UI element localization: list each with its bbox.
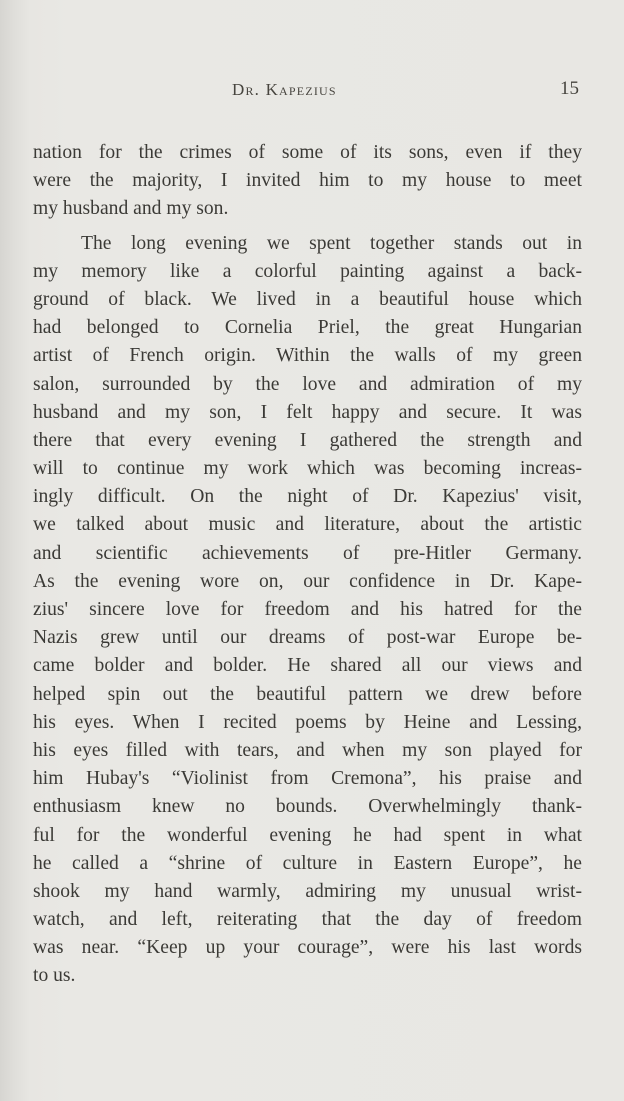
text-line: salon, surrounded by the love and admiration of my [33, 373, 582, 395]
text-line: helped spin out the beautiful pattern we drew before [33, 683, 582, 705]
text-line: my memory like a colorful painting against a back- [33, 260, 582, 282]
paragraph-1 [33, 139, 582, 224]
text-line: was near. “Keep up your courage”, were his last words [33, 937, 582, 959]
text-line: his eyes. When I recited poems by Heine and Lessing, [33, 711, 582, 733]
running-head [0, 78, 624, 102]
body-text [33, 139, 582, 991]
text-line: him Hubay's “Violinist from Cremona”, his praise and [33, 768, 582, 790]
text-line: ful for the wonderful evening he had spent in what [33, 824, 582, 846]
text-line: his eyes filled with tears, and when my son played for [33, 739, 582, 761]
text-line: and scientific achievements of pre-Hitler Germany. [33, 542, 582, 564]
text-line: As the evening wore on, our confidence in Dr. Kape- [33, 570, 582, 592]
text-line: nation for the crimes of some of its sons, even if they [33, 142, 582, 163]
text-line: shook my hand warmly, admiring my unusual wrist- [33, 880, 582, 902]
text-line: zius' sincere love for freedom and his hatred for the [33, 599, 582, 620]
running-head-title: Dr. Kapezius [232, 80, 337, 99]
page-number: 15 [560, 78, 579, 99]
text-line: The long evening we spent together stands out in [81, 232, 582, 254]
text-line: he called a “shrine of culture in Eastern Europe”, he [33, 852, 582, 874]
text-line: we talked about music and literature, about the artistic [33, 514, 582, 536]
text-line: had belonged to Cornelia Priel, the great Hungarian [33, 317, 582, 339]
paragraph-2 [33, 230, 582, 991]
text-line: came bolder and bolder. He shared all our views and [33, 655, 582, 677]
text-line: there that every evening I gathered the strength and [33, 429, 582, 451]
text-line: ground of black. We lived in a beautiful house which [33, 288, 582, 310]
text-line: watch, and left, reiterating that the day of freedom [33, 909, 582, 931]
text-line: my husband and my son. [33, 198, 229, 220]
text-line: husband and my son, I felt happy and secure. It was [33, 401, 582, 423]
text-line: ingly difficult. On the night of Dr. Kapezius' visit, [33, 486, 582, 508]
text-line: Nazis grew until our dreams of post-war Europe be- [33, 627, 582, 649]
text-line: artist of French origin. Within the walls of my green [33, 345, 582, 367]
text-line: were the majority, I invited him to my house to meet [33, 170, 582, 192]
text-line: will to continue my work which was becoming increas- [33, 458, 582, 480]
text-line: to us. [33, 965, 76, 987]
text-line: enthusiasm knew no bounds. Overwhelmingly thank- [33, 796, 582, 818]
